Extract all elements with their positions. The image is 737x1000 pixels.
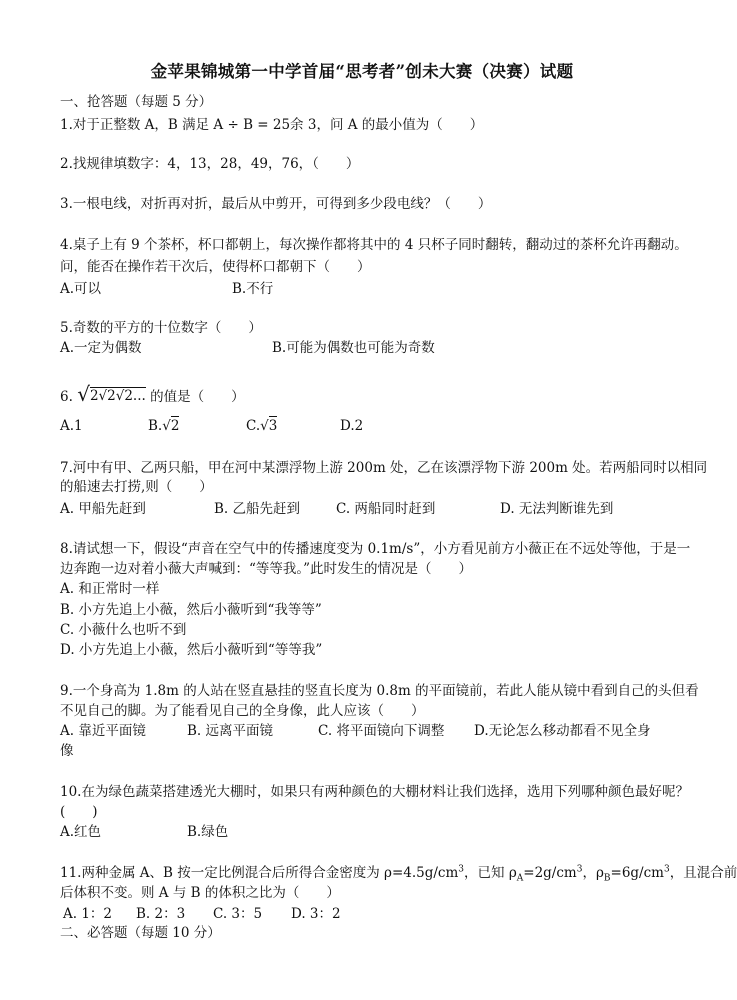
option-c-radicand: 3	[268, 418, 278, 434]
q11-part-c: =2g/cm	[523, 865, 577, 881]
question-8-option-b: B. 小方先追上小薇，然后小薇听到“我等等”	[60, 602, 322, 618]
question-9-line-1: 9.一个身高为 1.8m 的人站在竖直悬挂的竖直长度为 0.8m 的平面镜前，若此人能从镜中看到自己的头但看	[60, 683, 699, 699]
question-10-line-2: ( )	[60, 804, 98, 820]
question-8-option-a: A. 和正常时一样	[60, 581, 160, 597]
q11-part-e: =6g/cm	[610, 865, 664, 881]
question-5: 5.奇数的平方的十位数字（ ）	[60, 320, 262, 336]
question-11-option-c: C. 3：5	[213, 906, 263, 922]
question-7-option-b: B. 乙船先赶到	[214, 501, 301, 517]
question-6-stem: 的值是（ ）	[150, 389, 245, 405]
q11-part-d: ，ρ	[582, 865, 604, 881]
radical-sign-icon: √	[162, 418, 171, 434]
question-6	[60, 384, 245, 405]
question-6-number: 6.	[60, 389, 73, 405]
nested-radical-expression: 2√2√2...	[89, 388, 146, 405]
question-7-option-d: D. 无法判断谁先到	[500, 501, 614, 517]
question-10-line-1: 10.在为绿色蔬菜搭建透光大棚时，如果只有两种颜色的大棚材料让我们选择，选用下列哪种颜色最好呢？	[60, 784, 689, 800]
radical-sign-icon: √	[260, 418, 269, 434]
q11-part-a: 11.两种金属 A、B 按一定比例混合后所得合金密度为 ρ=4.5g/cm	[60, 865, 459, 881]
section-heading-1: 一、抢答题（每题 5 分）	[60, 94, 213, 110]
question-3: 3.一根电线，对折再对折，最后从中剪开，可得到多少段电线？（ ）	[60, 196, 492, 212]
q11-superscript-2: 3	[576, 864, 583, 875]
question-4-option-a: A.可以	[60, 281, 102, 297]
question-9-option-c: C. 将平面镜向下调整	[318, 723, 445, 739]
option-c-label: C.	[246, 418, 261, 434]
question-8-line-2: 边奔跑一边对着小薇大声喊到：“等等我。”此时发生的情况是（ ）	[60, 561, 473, 577]
question-6-option-d: D.2	[340, 418, 364, 434]
question-9-option-d: D.无论怎么移动都看不见全身	[474, 723, 651, 739]
question-9-option-a: A. 靠近平面镜	[60, 723, 146, 739]
question-11-option-b: B. 2：3	[136, 906, 186, 922]
question-11-line-2: 后体积不变。则 A 与 B 的体积之比为（ ）	[60, 885, 340, 901]
question-2: 2.找规律填数字：4，13，28，49，76，（ ）	[60, 156, 360, 172]
question-6-option-b	[148, 418, 179, 434]
question-8-option-c: C. 小薇什么也听不到	[60, 622, 187, 638]
question-7-line-2: 的船速去打捞,则（ ）	[60, 479, 213, 495]
q11-part-f: ，且混合前	[669, 865, 737, 881]
question-11-option-a: A. 1：2	[63, 906, 113, 922]
q11-part-b: ，已知 ρ	[464, 865, 517, 881]
question-4-option-b: B.不行	[232, 281, 274, 297]
question-10-option-a: A.红色	[60, 824, 102, 840]
nested-radical	[77, 384, 146, 404]
question-7-option-a: A. 甲船先赶到	[60, 501, 146, 517]
exam-title: 金苹果锦城第一中学首届“思考者”创未大赛（决赛）试题	[150, 62, 574, 81]
q11-superscript-1: 3	[458, 864, 465, 875]
question-6-option-c	[246, 418, 277, 434]
question-1: 1.对于正整数 A，B 满足 A ÷ B = 25余 3，问 A 的最小值为（ ）	[60, 117, 484, 133]
question-8-line-1: 8.请试想一下，假设“声音在空气中的传播速度变为 0.1m/s”，小方看见前方小薇正在不远处等他，于是一	[60, 541, 691, 557]
section-heading-2: 二、必答题（每题 10 分）	[60, 925, 221, 941]
question-4-line-2: 问，能否在操作若干次后，使得杯口都朝下（ ）	[60, 259, 371, 275]
radical-sign-icon: √	[77, 382, 90, 406]
question-9-option-d-continued: 像	[60, 743, 74, 759]
q11-subscript-b: B	[603, 873, 611, 884]
question-6-option-a: A.1	[60, 418, 83, 434]
q11-subscript-a: A	[516, 873, 524, 884]
option-b-radicand: 2	[170, 418, 180, 434]
question-11-option-d: D. 3：2	[291, 906, 341, 922]
question-5-option-a: A.一定为偶数	[60, 340, 142, 356]
option-b-label: B.	[148, 418, 163, 434]
question-7-line-1: 7.河中有甲、乙两只船，甲在河中某漂浮物上游 200m 处，乙在该漂浮物下游 200m 处。若两船同时以相同	[60, 460, 708, 476]
question-9-option-b: B. 远离平面镜	[187, 723, 274, 739]
question-8-option-d: D. 小方先追上小薇，然后小薇听到“等等我”	[60, 642, 323, 658]
q11-superscript-3: 3	[663, 864, 670, 875]
question-4-line-1: 4.桌子上有 9 个茶杯，杯口都朝上，每次操作都将其中的 4 只杯子同时翻转，翻动过的茶杯允许再翻动。	[60, 237, 688, 253]
question-5-option-b: B.可能为偶数也可能为奇数	[272, 340, 435, 356]
question-10-option-b: B.绿色	[187, 824, 229, 840]
question-9-line-2: 不见自己的脚。为了能看见自己的全身像，此人应该（ ）	[60, 703, 425, 719]
question-7-option-c: C. 两船同时赶到	[336, 501, 436, 517]
